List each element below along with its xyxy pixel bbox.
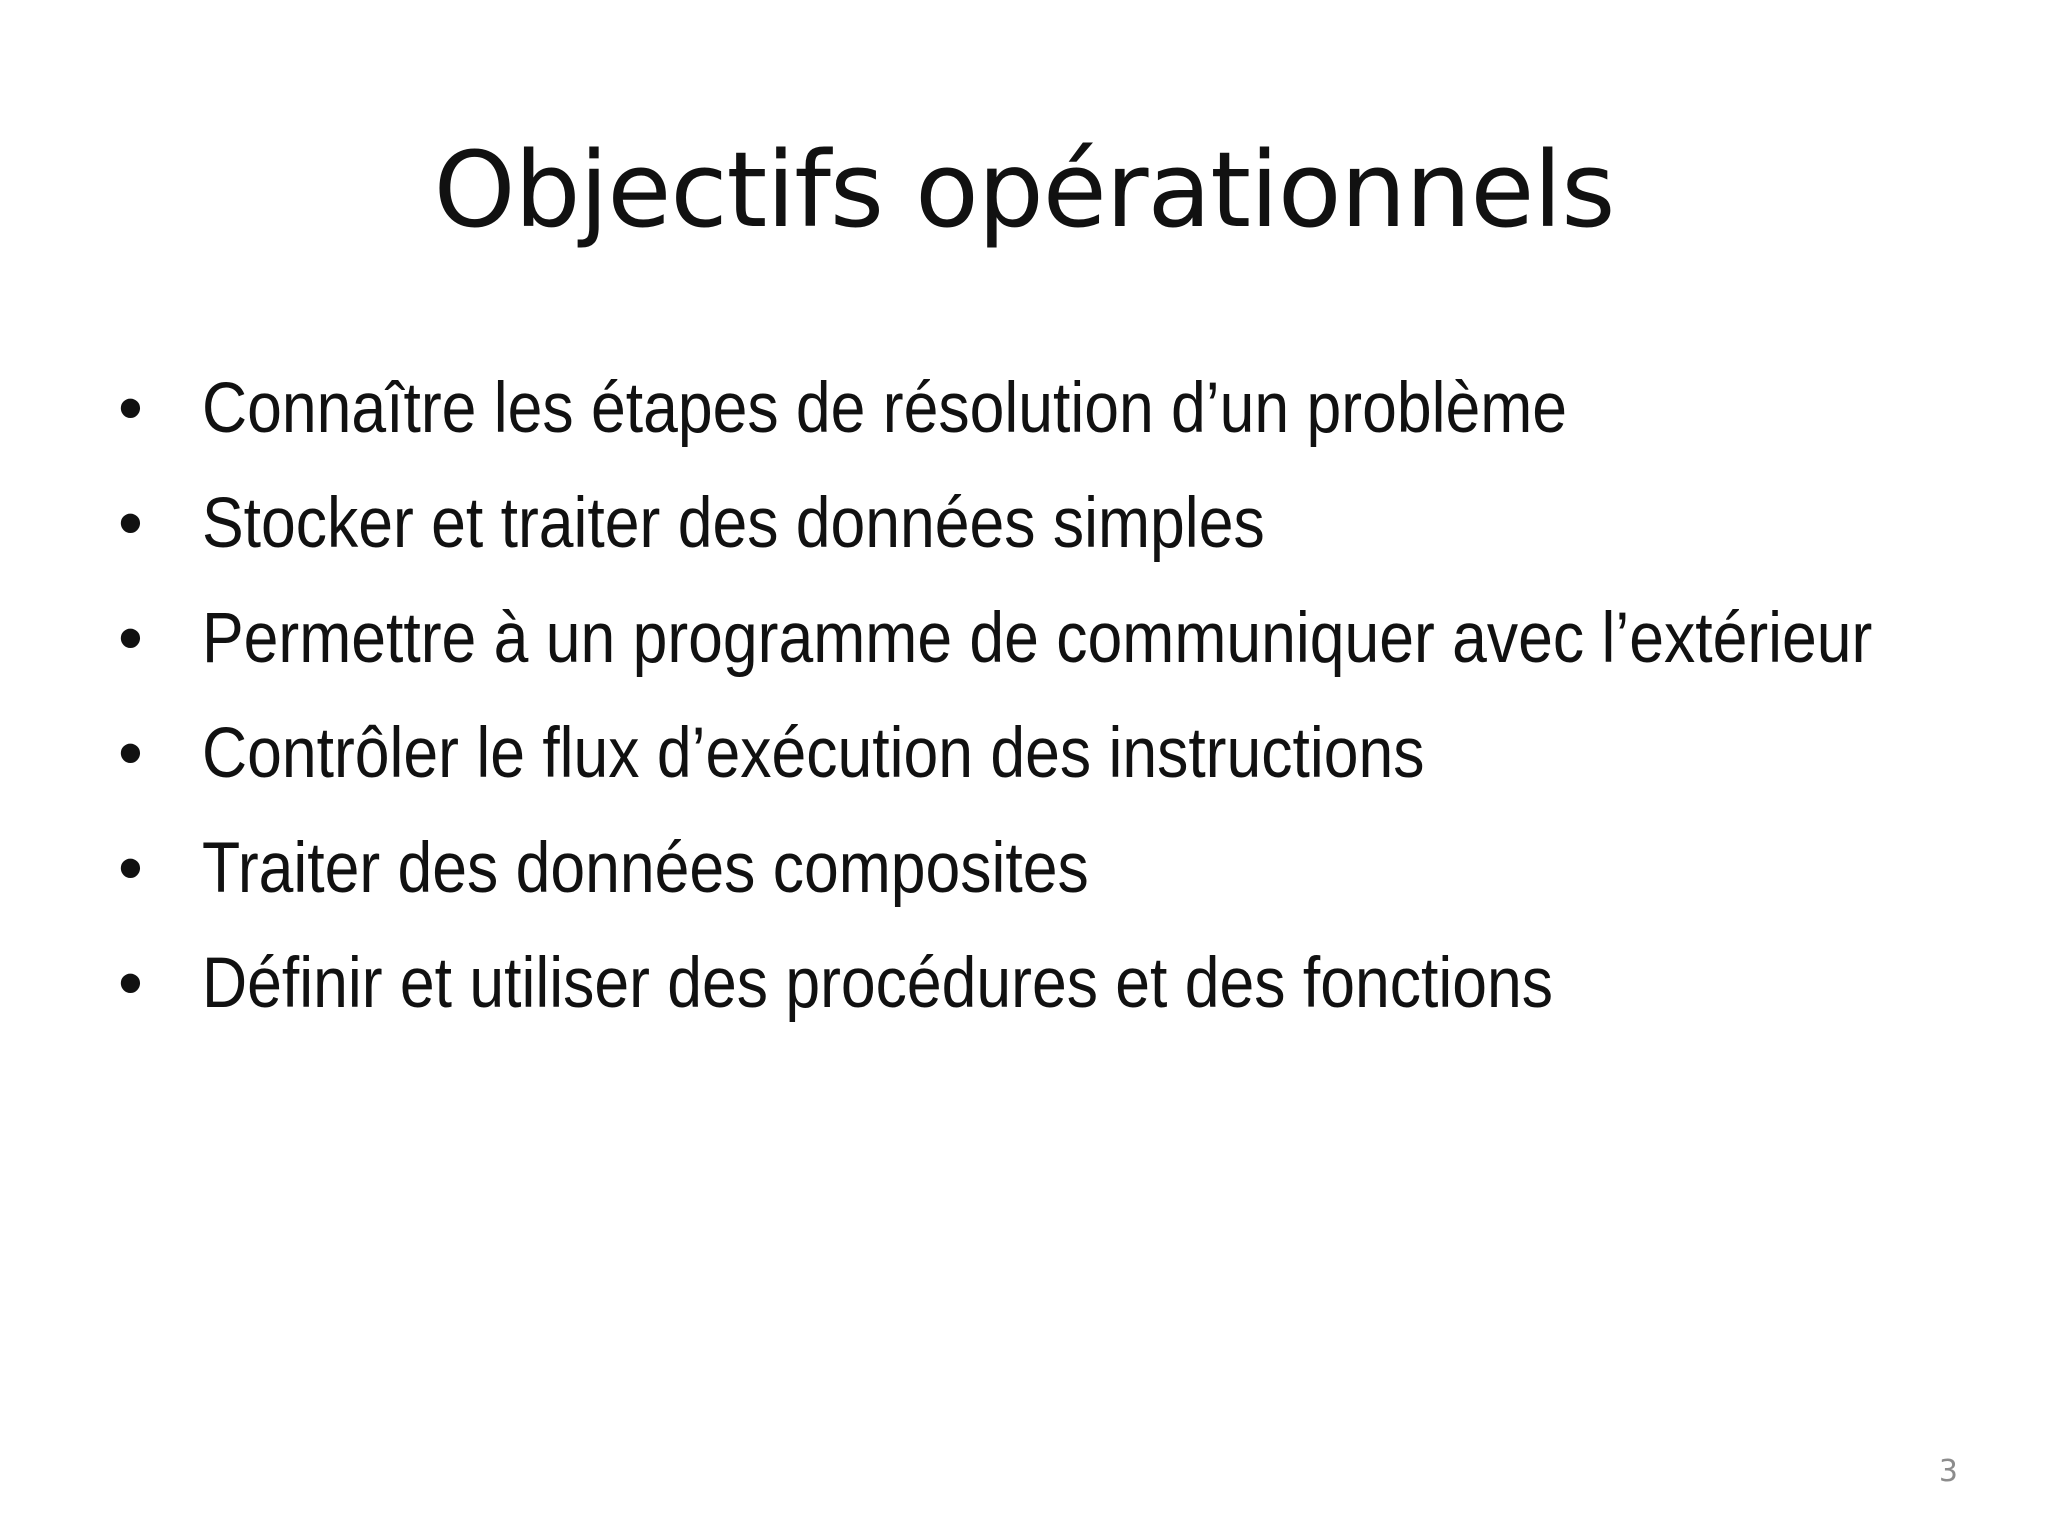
bullet-text: Connaître les étapes de résolution d’un problème — [202, 369, 1568, 448]
bullet-text: Définir et utiliser des procédures et des fonctions — [202, 944, 1553, 1023]
bullet-text: Permettre à un programme de communiquer avec l’extérieur — [202, 599, 1873, 678]
list-item — [118, 368, 2018, 483]
bullet-icon: • — [118, 829, 143, 908]
bullet-icon: • — [118, 484, 143, 563]
bullet-text: Stocker et traiter des données simples — [202, 484, 1265, 563]
bullet-icon: • — [118, 369, 143, 448]
list-item — [118, 598, 2018, 713]
bullet-list — [118, 368, 2018, 1058]
list-item — [118, 943, 2018, 1058]
slide-title: Objectifs opérationnels — [433, 129, 1615, 251]
list-item — [118, 828, 2018, 943]
bullet-icon: • — [118, 714, 143, 793]
bullet-text: Contrôler le flux d’exécution des instructions — [202, 714, 1425, 793]
list-item — [118, 713, 2018, 828]
bullet-icon: • — [118, 599, 143, 678]
bullet-icon: • — [118, 944, 143, 1023]
list-item — [118, 483, 2018, 598]
bullet-text: Traiter des données composites — [202, 829, 1089, 908]
page-number: 3 — [1938, 1454, 1958, 1489]
